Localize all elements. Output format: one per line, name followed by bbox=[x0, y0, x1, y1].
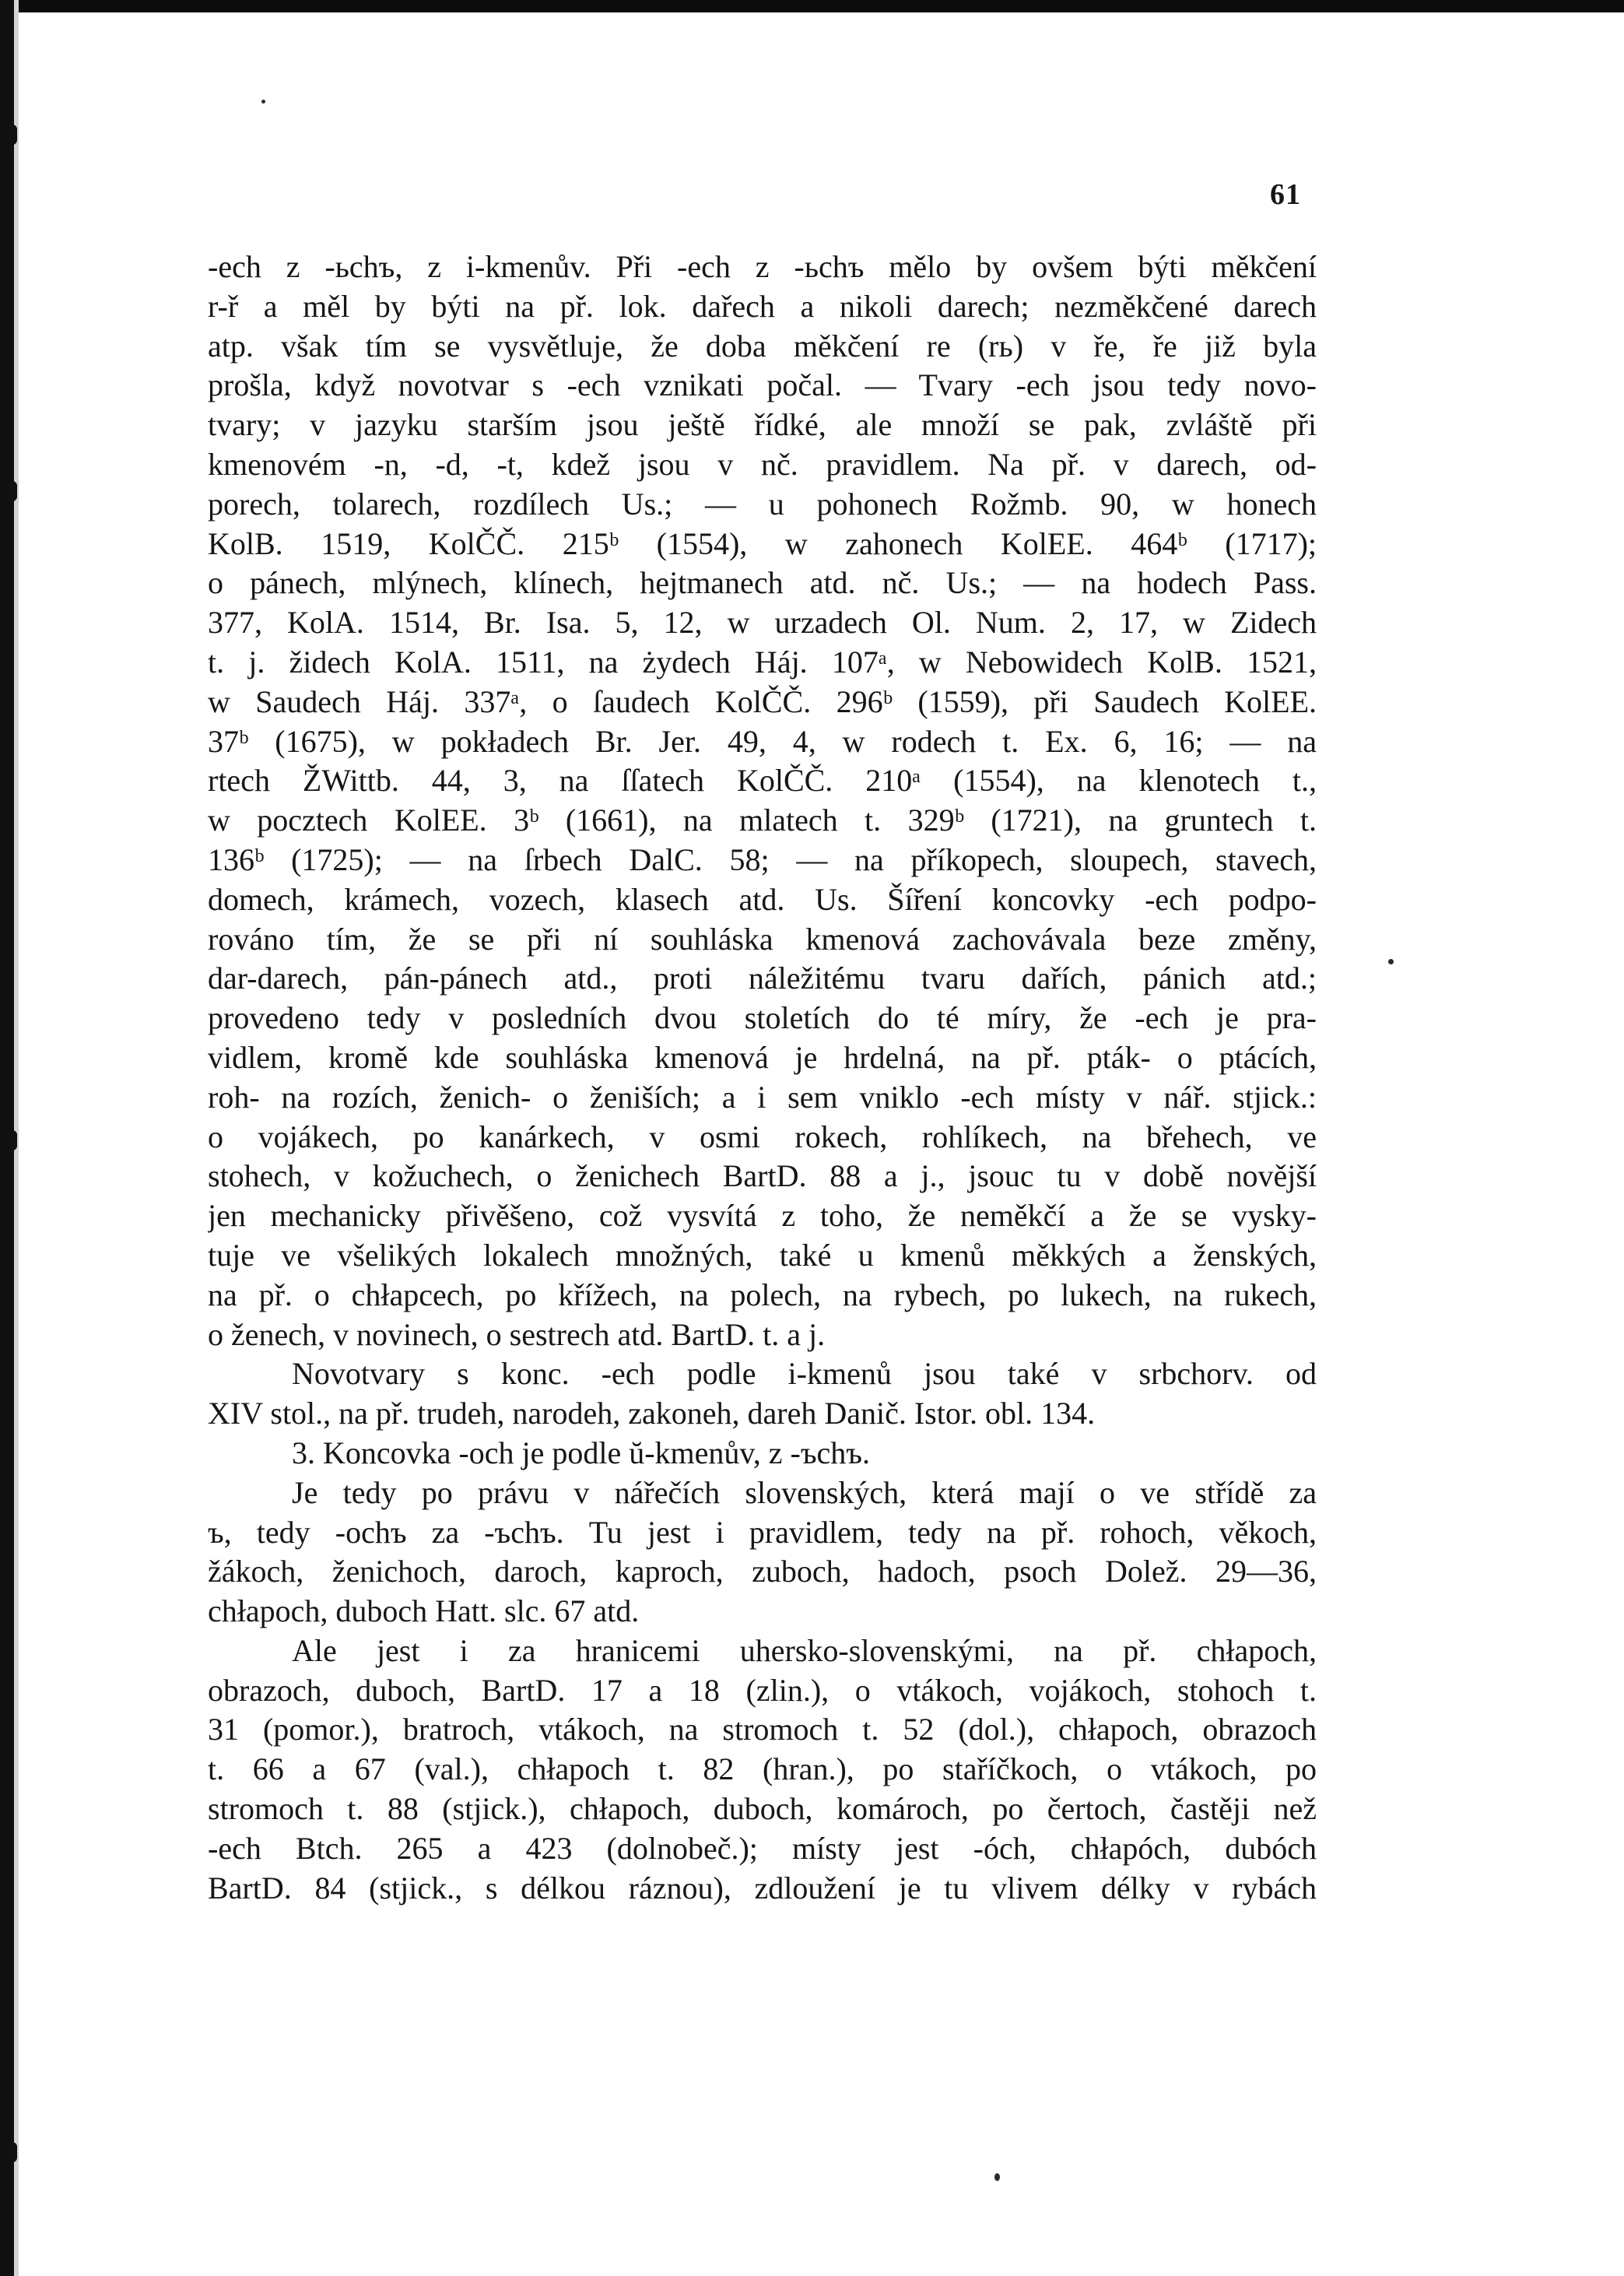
scan-speck bbox=[261, 100, 265, 104]
text-line: Ale jest i za hranicemi uhersko-slovenskými, na př. chłapoch, bbox=[292, 1632, 1317, 1668]
text-line: 136ᵇ (1725); — na ſrbech DalC. 58; — na příkopech, sloupech, stavech, bbox=[208, 841, 1317, 877]
text-line: obrazoch, duboch, BartD. 17 a 18 (zlin.), o vtákoch, vojákoch, stohoch t. bbox=[208, 1672, 1317, 1708]
scan-speck bbox=[994, 2173, 1000, 2181]
text-line: t. j. židech KolA. 1511, na żydech Háj. 107ᵃ, w Nebowidech KolB. 1521, bbox=[208, 644, 1317, 680]
text-line: BartD. 84 (stjick., s délkou ráznou), zdloužení je tu vlivem délky v rybách bbox=[208, 1870, 1317, 1905]
paragraph bbox=[208, 1631, 1317, 1909]
paragraph bbox=[208, 1434, 1317, 1473]
text-line: Novotvary s konc. -ech podle i-kmenů jsou také v srbchorv. od bbox=[292, 1356, 1317, 1392]
text-line: kmenovém -n, -d, -t, kdež jsou v nč. pravidlem. Na př. v darech, od- bbox=[208, 446, 1317, 482]
text-line: 3. Koncovka -och je podle ŭ-kmenův, z -ъchъ. bbox=[292, 1435, 870, 1470]
text-line: atp. však tím se vysvětluje, že doba měkčení re (rь) v ře, ře již byla bbox=[208, 328, 1317, 364]
text-line: -ech z -ьchъ, z i-kmenův. Při -ech z -ьchъ mělo by ovšem býti měkčení bbox=[208, 249, 1317, 284]
scan-edge-mark bbox=[8, 481, 17, 501]
text-line: 377, KolA. 1514, Br. Isa. 5, 12, w urzadech Ol. Num. 2, 17, w Zidech bbox=[208, 605, 1317, 641]
text-line: 37ᵇ (1675), w pokładech Br. Jer. 49, 4, w rodech t. Ex. 6, 16; — na bbox=[208, 723, 1317, 759]
text-line: porech, tolarech, rozdílech Us.; — u pohonech Rožmb. 90, w honech bbox=[208, 486, 1317, 522]
scan-edge-mark bbox=[8, 125, 17, 145]
paragraph bbox=[208, 1354, 1317, 1434]
text-line: prošla, když novotvar s -ech vznikati počal. — Tvary -ech jsou tedy novo- bbox=[208, 367, 1317, 403]
text-line: Je tedy po právu v nářečích slovenských, která mají o ve střídě za bbox=[292, 1474, 1317, 1510]
scan-edge-mark bbox=[8, 2142, 17, 2162]
text-line: dar-darech, pán-pánech atd., proti náležitému tvaru dařích, pánich atd.; bbox=[208, 961, 1317, 996]
text-line: žákoch, ženichoch, daroch, kaproch, zuboch, hadoch, psoch Dolež. 29—36, bbox=[208, 1554, 1317, 1589]
text-line: t. 66 a 67 (val.), chłapoch t. 82 (hran.), po staříčkoch, o vtákoch, po bbox=[208, 1751, 1317, 1787]
text-line: XIV stol., na př. trudeh, narodeh, zakoneh, dareh Danič. Istor. obl. 134. bbox=[208, 1396, 1096, 1431]
text-line: w Saudech Háj. 337ᵃ, o ſaudech KolČČ. 296ᵇ (1559), při Saudech KolEE. bbox=[208, 683, 1317, 719]
body-text bbox=[208, 248, 1317, 1908]
text-line: -ech Btch. 265 a 423 (dolnobeč.); místy jest -óch, chłapóch, dubóch bbox=[208, 1830, 1317, 1866]
text-line: provedeno tedy v posledních dvou stoletích do té míry, že -ech je pra- bbox=[208, 1000, 1317, 1036]
text-line: jen mechanicky přivěšeno, což vysvítá z toho, že neměkčí a že se vysky- bbox=[208, 1198, 1317, 1234]
text-line: o ženech, v novinech, o sestrech atd. BartD. t. a j. bbox=[208, 1316, 826, 1352]
text-line: KolB. 1519, KolČČ. 215ᵇ (1554), w zahonech KolEE. 464ᵇ (1717); bbox=[208, 525, 1317, 561]
scan-edge-mark bbox=[8, 1130, 17, 1150]
text-line: tvary; v jazyku starším jsou ještě řídké, ale množí se pak, zvláště při bbox=[208, 407, 1317, 443]
text-line: stohech, v kožuchech, o ženichech BartD. 88 a j., jsouc tu v době novější bbox=[208, 1158, 1317, 1194]
text-line: vidlem, kromě kde souhláska kmenová je hrdelná, na př. pták- o ptácích, bbox=[208, 1039, 1317, 1075]
text-line: roh- na rozích, ženich- o ženiších; a i sem vniklo -ech místy v nář. stjick.: bbox=[208, 1079, 1317, 1115]
text-line: tuje ve všelikých lokalech množných, také u kmenů měkkých a ženských, bbox=[208, 1237, 1317, 1273]
text-line: chłapoch, duboch Hatt. slc. 67 atd. bbox=[208, 1593, 640, 1629]
paragraph bbox=[208, 1473, 1317, 1631]
text-line: w pocztech KolEE. 3ᵇ (1661), na mlatech t. 329ᵇ (1721), na gruntech t. bbox=[208, 803, 1317, 838]
text-line: r-ř a měl by býti na př. lok. dařech a nikoli darech; nezměkčené darech bbox=[208, 288, 1317, 324]
paragraph bbox=[208, 248, 1317, 1354]
text-line: na př. o chłapcech, po křížech, na polech, na rybech, po lukech, na rukech, bbox=[208, 1277, 1317, 1312]
scan-speck bbox=[1388, 959, 1394, 964]
scan-top-border bbox=[0, 0, 1624, 12]
text-line: ъ, tedy -ochъ za -ъchъ. Tu jest i pravidlem, tedy na př. rohoch, věkoch, bbox=[208, 1514, 1317, 1550]
text-line: rováno tím, že se při ní souhláska kmenová zachovávala beze změny, bbox=[208, 921, 1317, 957]
text-line: domech, krámech, vozech, klasech atd. Us. Šíření koncovky -ech podpo- bbox=[208, 881, 1317, 917]
text-line: 31 (pomor.), bratroch, vtákoch, na stromoch t. 52 (dol.), chłapoch, obrazoch bbox=[208, 1712, 1317, 1747]
text-line: rtech ŽWittb. 44, 3, na ſſatech KolČČ. 210ᵃ (1554), na klenotech t., bbox=[208, 763, 1317, 799]
text-line: o vojákech, po kanárkech, v osmi rokech, rohlíkech, na břehech, ve bbox=[208, 1119, 1317, 1154]
text-line: o pánech, mlýnech, klínech, hejtmanech atd. nč. Us.; — na hodech Pass. bbox=[208, 565, 1317, 601]
text-line: stromoch t. 88 (stjick.), chłapoch, duboch, komároch, po čertoch, častěji než bbox=[208, 1791, 1317, 1827]
page-number: 61 bbox=[1270, 178, 1301, 211]
